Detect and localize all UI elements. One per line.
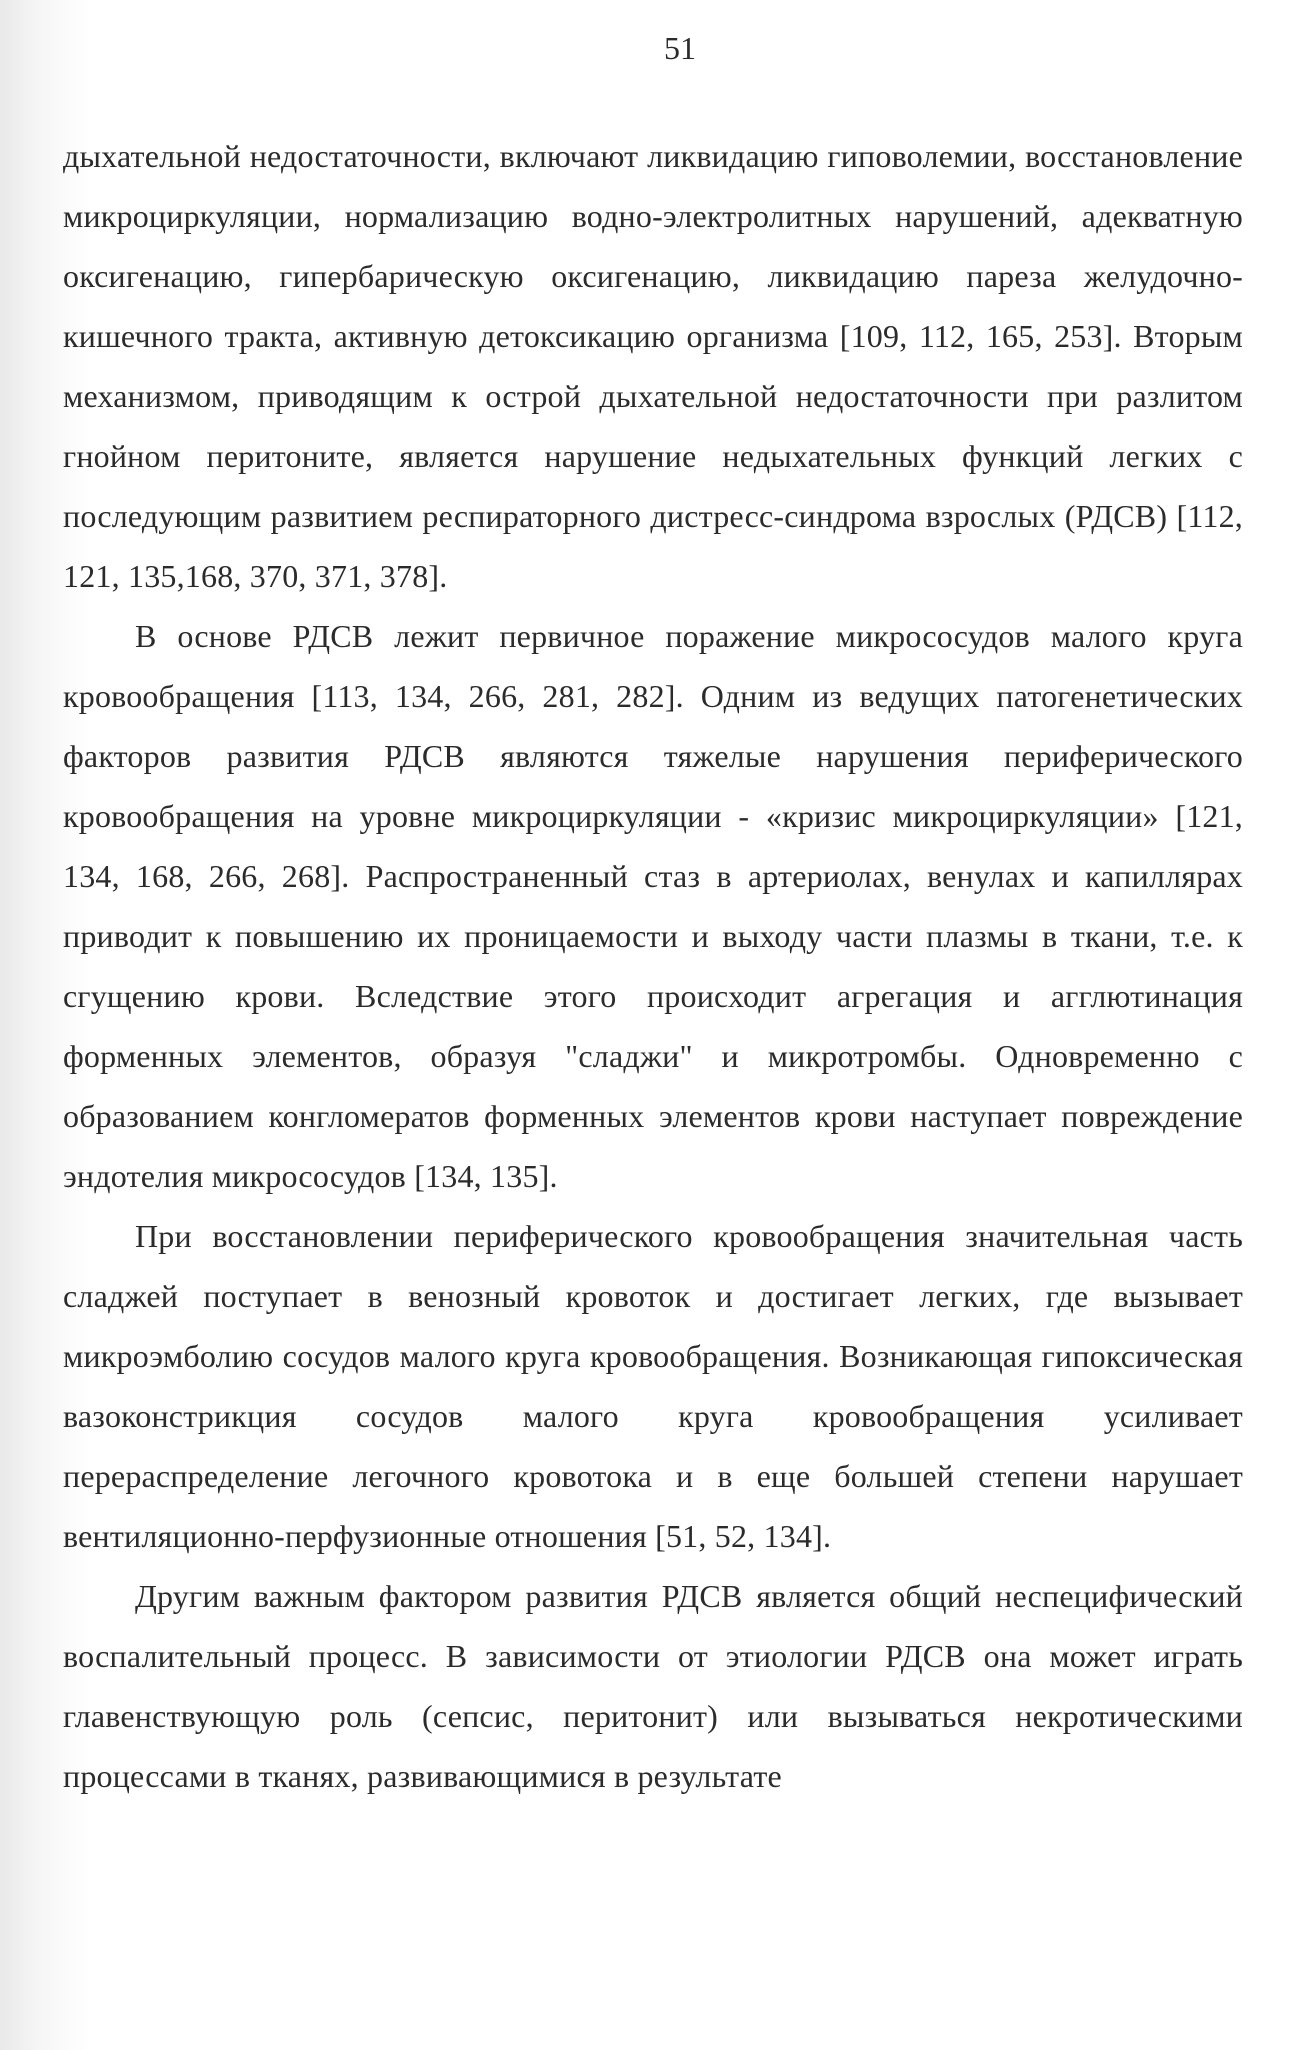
paragraph-1: дыхательной недостаточности, включают ликвидацию гиповолемии, восстановление микроциркуляции, нормализацию водно-электролитных нарушений, адекватную оксигенацию, гипербарическую оксигенацию, ликвидацию пареза желудочно-кишечного тракта, активную детоксикацию организма [109, 112, 165, 253]. Вторым механизмом, приводящим к острой дыхательной недостаточности при разлитом гнойном перитоните, является нарушение недыхательных функций легких с последующим развитием респираторного дистресс-синдрома взрослых (РДСВ) [112, 121, 135,168, 370, 371, 378]. (63, 138, 1243, 594)
body-text (63, 126, 1243, 1806)
paragraph-3: При восстановлении периферического кровообращения значительная часть сладжей поступает в венозный кровоток и достигает легких, где вызывает микроэмболию сосудов малого круга кровообращения. Возникающая гипоксическая вазоконстрикция сосудов малого круга кровообращения усиливает перераспределение легочного кровотока и в еще большей степени нарушает вентиляционно-перфузионные отношения [51, 52, 134]. (63, 1218, 1243, 1554)
paragraph-2: В основе РДСВ лежит первичное поражение микрососудов малого круга кровообращения [113, 134, 266, 281, 282]. Одним из ведущих патогенетических факторов развития РДСВ являются тяжелые нарушения периферического кровообращения на уровне микроциркуляции - «кризис микроциркуляции» [121, 134, 168, 266, 268]. Распространенный стаз в артериолах, венулах и капиллярах приводит к повышению их проницаемости и выходу части плазмы в ткани, т.е. к сгущению крови. Вследствие этого происходит агрегация и агглютинация форменных элементов, образуя "сладжи" и микротромбы. Одновременно с образованием конгломератов форменных элементов крови наступает повреждение эндотелия микрососудов [134, 135]. (63, 618, 1243, 1194)
page-number: 51 (664, 30, 696, 66)
paragraph-4: Другим важным фактором развития РДСВ является общий неспецифический воспалительный процесс. В зависимости от этиологии РДСВ она может играть главенствующую роль (сепсис, перитонит) или вызываться некротическими процессами в тканях, развивающимися в результате (63, 1578, 1243, 1794)
